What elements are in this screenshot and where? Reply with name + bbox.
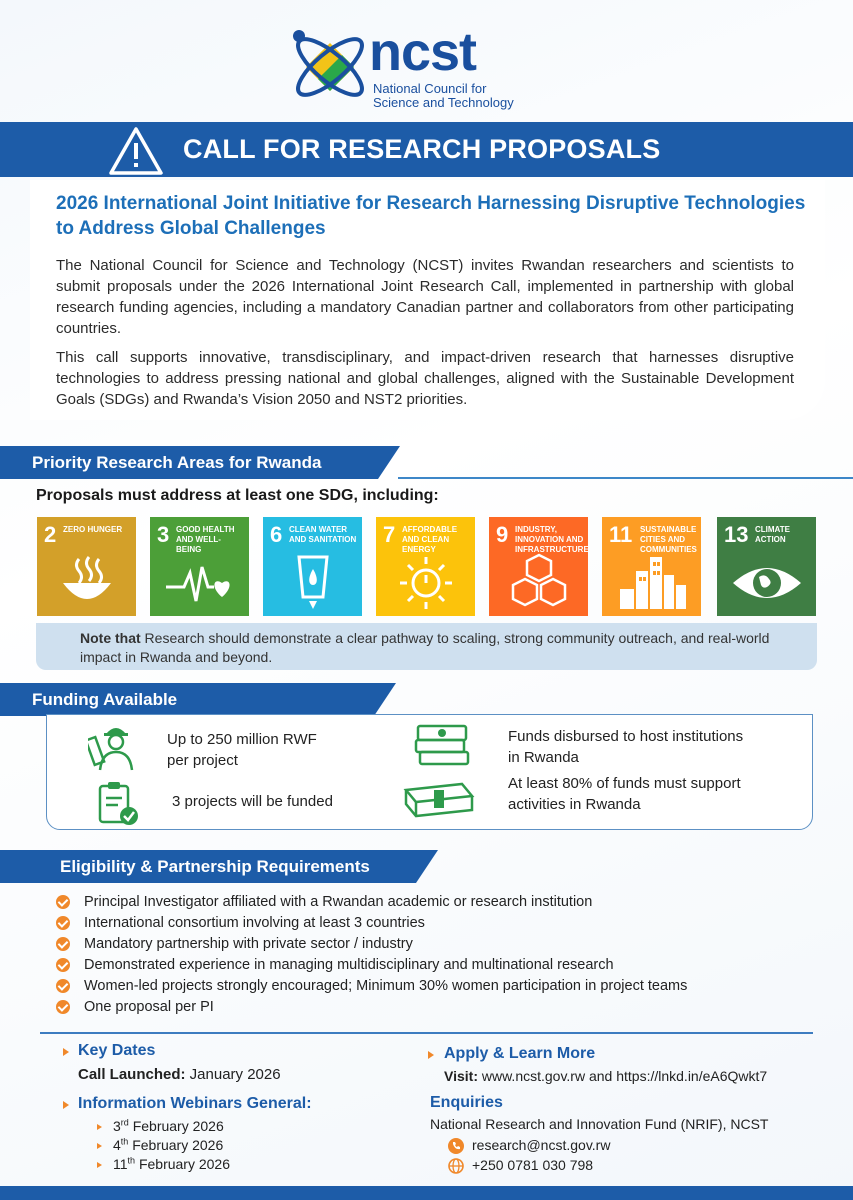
funds-disbursed (508, 726, 743, 768)
sdg-label: CLEAN WATER AND SANITATION (289, 525, 357, 544)
eligibility-item (84, 976, 687, 996)
sdg-number: 3 (157, 522, 170, 547)
note-label: Note that (80, 630, 141, 646)
sdg-tile-3 (150, 517, 249, 616)
webinar-month: February 2026 (128, 1137, 224, 1153)
note-body: Research should demonstrate a clear pathway to scaling, strong community outreach, and real-world impact in Rwanda and beyond. (80, 630, 770, 665)
header-tab-corner (378, 446, 400, 479)
webinar-month: February 2026 (128, 1118, 224, 1134)
funds-share-line-2: activities in Rwanda (508, 796, 641, 813)
check-icon (56, 979, 70, 993)
eligibility-item (84, 955, 614, 975)
eligibility-item (84, 913, 425, 933)
funding-amount (167, 729, 317, 771)
cubes-icon (503, 553, 575, 611)
engineer-icon (88, 720, 144, 772)
funds-disbursed-line-1: Funds disbursed to host institutions (508, 728, 744, 745)
key-dates-heading: Key Dates (78, 1042, 156, 1059)
sdg-tile-13 (717, 517, 816, 616)
call-launched-value: January 2026 (185, 1066, 281, 1083)
sdg-tile-7 (376, 517, 475, 616)
eligibility-text: One proposal per PI (84, 999, 214, 1015)
webinar-date (113, 1136, 223, 1155)
sdg-label: INDUSTRY, INNOVATION AND INFRASTRUCTURE (515, 525, 589, 554)
webinar-date (113, 1117, 224, 1136)
sdg-number: 6 (270, 522, 283, 547)
contact-email[interactable]: research@ncst.gov.rw (472, 1137, 611, 1153)
sdg-number: 2 (44, 522, 57, 547)
sdg-number: 9 (496, 522, 509, 547)
bullet-icon (97, 1143, 102, 1149)
eligibility-item (84, 997, 214, 1017)
sdg-number: 13 (724, 522, 749, 547)
money-bundle-icon (402, 780, 476, 818)
warning-icon (108, 125, 164, 177)
priority-section-header (0, 446, 378, 479)
check-icon (56, 1000, 70, 1014)
logo-subtitle-line-1: National Council for (373, 81, 487, 96)
apply-visit (444, 1067, 767, 1086)
sdg-lead-text: Proposals must address at least one SDG, including: (36, 487, 439, 504)
sdg-label: ZERO HUNGER (63, 525, 123, 534)
sdg-number: 7 (383, 522, 396, 547)
footer-bar (0, 1186, 853, 1200)
funds-disbursed-line-2: in Rwanda (508, 749, 579, 766)
sdg-tile-6 (263, 517, 362, 616)
section-divider (40, 1032, 813, 1034)
intro-paragraph-1: The National Council for Science and Technology (NCST) invites Rwandan researchers and scientists to submit proposals under the 2026 International Joint Research Call, implemented in partnership with global research funding agencies, including a mandatory Canadian partner and collaborators from other participating countries. (56, 257, 794, 337)
city-icon (616, 553, 688, 611)
funds-share (508, 773, 741, 815)
apply-heading: Apply & Learn More (444, 1045, 596, 1062)
funding-amount-line-1: Up to 250 million RWF (167, 731, 317, 748)
webinar-day-suffix: th (120, 1136, 129, 1147)
webinar-date (113, 1155, 230, 1174)
atom-logo-icon (285, 22, 375, 112)
eligibility-section-header (0, 850, 416, 883)
check-icon (56, 958, 70, 972)
logo-subtitle-line-2: Science and Technology (373, 95, 514, 110)
call-launched-label: Call Launched: (78, 1066, 186, 1083)
funding-amount-line-2: per project (167, 752, 238, 769)
check-icon (56, 916, 70, 930)
cash-stack-icon (412, 722, 472, 768)
eligibility-text: Mandatory partnership with private sector / industry (84, 936, 413, 952)
projects-funded: 3 projects will be funded (172, 793, 333, 810)
sdg-label: AFFORDABLE AND CLEAN ENERGY (402, 525, 458, 554)
webinar-day: 3 (113, 1118, 121, 1134)
page-title: CALL FOR RESEARCH PROPOSALS (183, 134, 661, 164)
enquiries-heading: Enquiries (430, 1094, 503, 1111)
eligibility-heading: Eligibility & Partnership Requirements (60, 857, 370, 876)
arrow-bullet-icon (63, 1101, 69, 1109)
water-glass-icon (277, 553, 349, 611)
bullet-icon (97, 1162, 102, 1168)
logo-subtitle (373, 82, 514, 110)
sdg-label: CLIMATE ACTION (755, 525, 790, 544)
eligibility-text: International consortium involving at least 3 countries (84, 915, 425, 931)
ncst-logo (285, 22, 515, 114)
call-subtitle: 2026 International Joint Initiative for Research Harnessing Disruptive Technologies to Address Global Challenges (56, 193, 806, 239)
header-tab-corner (416, 850, 438, 883)
header-tab-corner (374, 683, 396, 716)
visit-links[interactable]: www.ncst.gov.rw and https://lnkd.in/eA6Qwkt7 (477, 1068, 768, 1084)
eligibility-item (84, 892, 592, 912)
sdg-label: GOOD HEALTH AND WELL-BEING (176, 525, 235, 554)
funds-share-line-1: At least 80% of funds must support (508, 775, 741, 792)
logo-wordmark: ncst (369, 22, 477, 82)
arrow-bullet-icon (428, 1051, 434, 1059)
priority-heading: Priority Research Areas for Rwanda (32, 453, 322, 472)
sdg-tile-11 (602, 517, 701, 616)
intro-paragraph-2: This call supports innovative, transdisciplinary, and impact-driven research that harnesses disruptive technologies to address pressing national and global challenges, aligned with the Sustainable Development Goals (SDGs) and Rwanda’s Vision 2050 and NST2 priorities. (56, 349, 794, 408)
note-text (80, 629, 800, 667)
enquiries-org: National Research and Innovation Fund (NRIF), NCST (430, 1116, 769, 1132)
sdg-label: SUSTAINABLE CITIES AND COMMUNITIES (640, 525, 697, 554)
eye-globe-icon (731, 553, 803, 611)
bullet-icon (97, 1124, 102, 1130)
sdg-number: 11 (609, 522, 633, 547)
funding-heading: Funding Available (32, 690, 178, 709)
sdg-tile-9 (489, 517, 588, 616)
eligibility-text: Principal Investigator affiliated with a Rwandan academic or research institution (84, 894, 593, 910)
contact-phone[interactable]: +250 0781 030 798 (472, 1157, 594, 1173)
webinar-day: 4 (113, 1137, 121, 1153)
arrow-bullet-icon (63, 1048, 69, 1056)
bowl-icon (51, 553, 123, 611)
eligibility-text: Women-led projects strongly encouraged; Minimum 30% women participation in project teams (84, 978, 688, 994)
globe-icon (448, 1158, 464, 1174)
webinar-month: February 2026 (135, 1156, 231, 1172)
clipboard-check-icon (96, 780, 140, 826)
check-icon (56, 937, 70, 951)
webinar-day-suffix: th (127, 1155, 136, 1166)
webinar-day: 11 (113, 1156, 128, 1172)
funding-section-header (0, 683, 374, 716)
webinar-day-suffix: rd (120, 1117, 129, 1128)
visit-label: Visit: (444, 1068, 478, 1084)
eligibility-text: Demonstrated experience in managing multidisciplinary and multinational research (84, 957, 614, 973)
section-rule (398, 477, 853, 479)
eligibility-item (84, 934, 413, 954)
call-launched (78, 1065, 281, 1084)
heartbeat-icon (164, 553, 236, 611)
webinars-heading: Information Webinars General: (78, 1095, 312, 1112)
sdg-tile-2 (37, 517, 136, 616)
check-icon (56, 895, 70, 909)
phone-icon (448, 1138, 464, 1154)
sun-power-icon (390, 553, 462, 611)
